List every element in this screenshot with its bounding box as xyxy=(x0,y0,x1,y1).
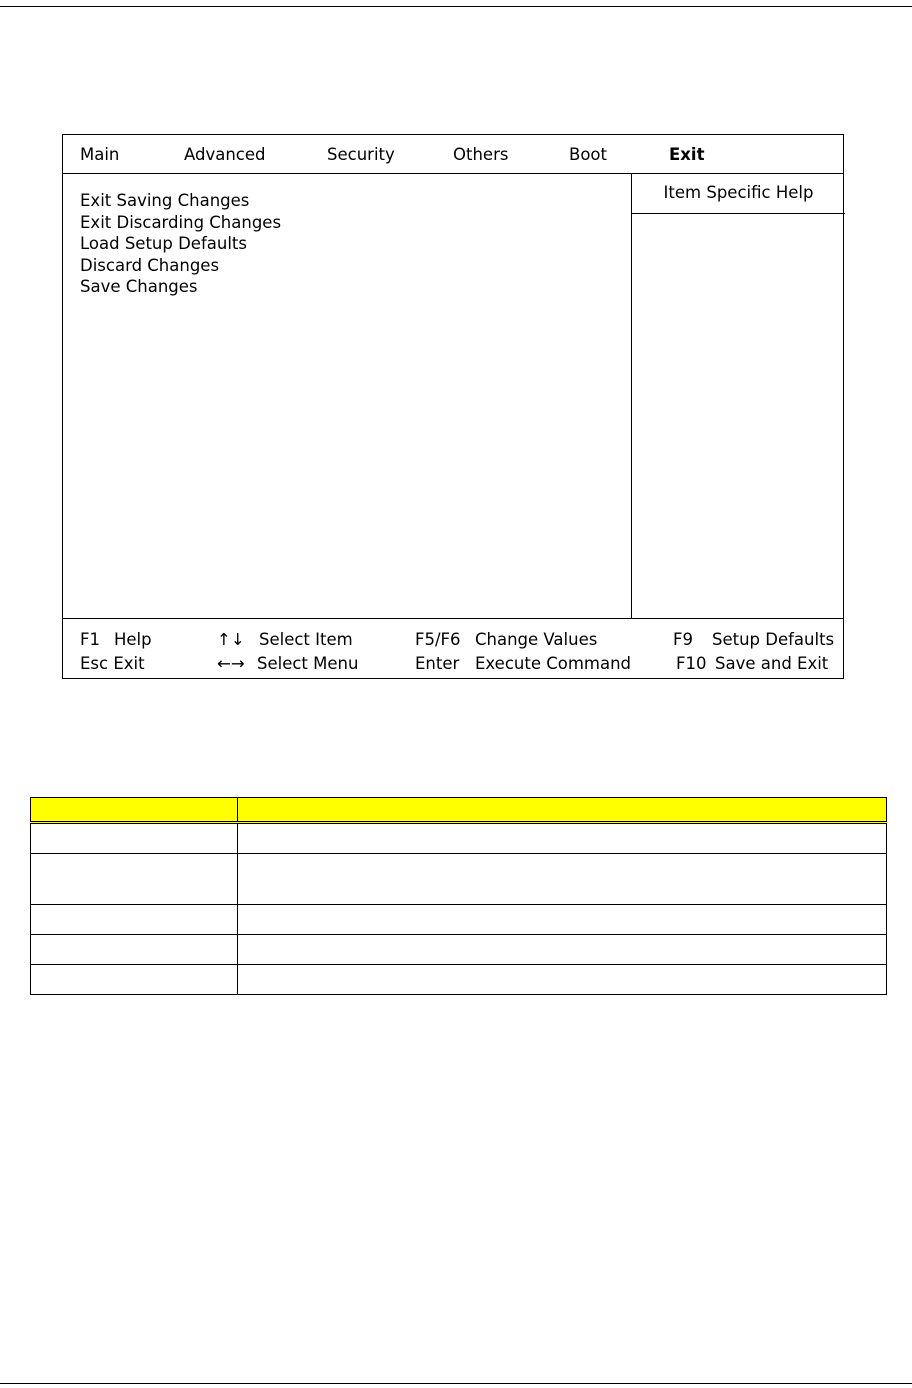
key-execute-command-label: Execute Command xyxy=(475,654,632,673)
item-exit-discarding-changes[interactable]: Exit Discarding Changes xyxy=(80,212,282,232)
bottom-rule xyxy=(0,1383,912,1384)
key-esc-exit: Esc Exit xyxy=(80,654,145,673)
menu-security[interactable]: Security xyxy=(327,145,395,164)
table-cell xyxy=(238,935,887,965)
key-f10: F10 xyxy=(676,654,707,673)
table-header-row xyxy=(31,798,887,823)
menu-exit[interactable]: Exit xyxy=(669,145,705,164)
item-specific-help-panel xyxy=(631,173,845,618)
table-cell xyxy=(31,854,238,905)
table-cell xyxy=(31,905,238,935)
table-cell xyxy=(238,854,887,905)
table-cell xyxy=(31,965,238,995)
key-f1: F1 xyxy=(80,630,100,649)
help-title: Item Specific Help xyxy=(632,173,845,214)
menu-boot[interactable]: Boot xyxy=(569,145,607,164)
table-row xyxy=(31,823,887,854)
table-row xyxy=(31,965,887,995)
table-header-cell xyxy=(31,798,238,823)
table-cell xyxy=(238,905,887,935)
bios-menu-bar xyxy=(63,135,843,174)
up-down-arrows-icon: ↑↓ xyxy=(217,630,245,649)
key-legend xyxy=(63,618,843,680)
item-exit-saving-changes[interactable]: Exit Saving Changes xyxy=(80,191,250,210)
table-cell xyxy=(31,935,238,965)
key-f5f6: F5/F6 xyxy=(415,630,461,649)
menu-main[interactable]: Main xyxy=(80,145,120,164)
table-cell xyxy=(238,965,887,995)
table-row xyxy=(31,905,887,935)
exit-item-list xyxy=(80,190,281,298)
item-load-setup-defaults[interactable]: Load Setup Defaults xyxy=(80,234,247,253)
key-select-menu-label: Select Menu xyxy=(257,654,359,673)
table-header-cell xyxy=(238,798,887,823)
key-enter: Enter xyxy=(415,654,460,673)
key-select-item-label: Select Item xyxy=(259,630,353,649)
item-save-changes[interactable]: Save Changes xyxy=(80,277,198,296)
key-save-and-exit-label: Save and Exit xyxy=(715,654,829,673)
left-right-arrows-icon: ←→ xyxy=(217,654,245,673)
menu-advanced[interactable]: Advanced xyxy=(184,145,266,164)
key-f1-label: Help xyxy=(114,630,152,649)
table-row xyxy=(31,935,887,965)
key-setup-defaults-label: Setup Defaults xyxy=(712,630,835,649)
table-cell xyxy=(238,823,887,854)
top-rule xyxy=(0,6,912,7)
table-cell xyxy=(31,823,238,854)
menu-others[interactable]: Others xyxy=(453,145,509,164)
bios-setup-screen xyxy=(62,134,844,679)
item-discard-changes[interactable]: Discard Changes xyxy=(80,255,220,275)
parameter-table xyxy=(30,797,887,995)
key-change-values-label: Change Values xyxy=(475,630,598,649)
table-row xyxy=(31,854,887,905)
key-f9: F9 xyxy=(673,630,693,649)
